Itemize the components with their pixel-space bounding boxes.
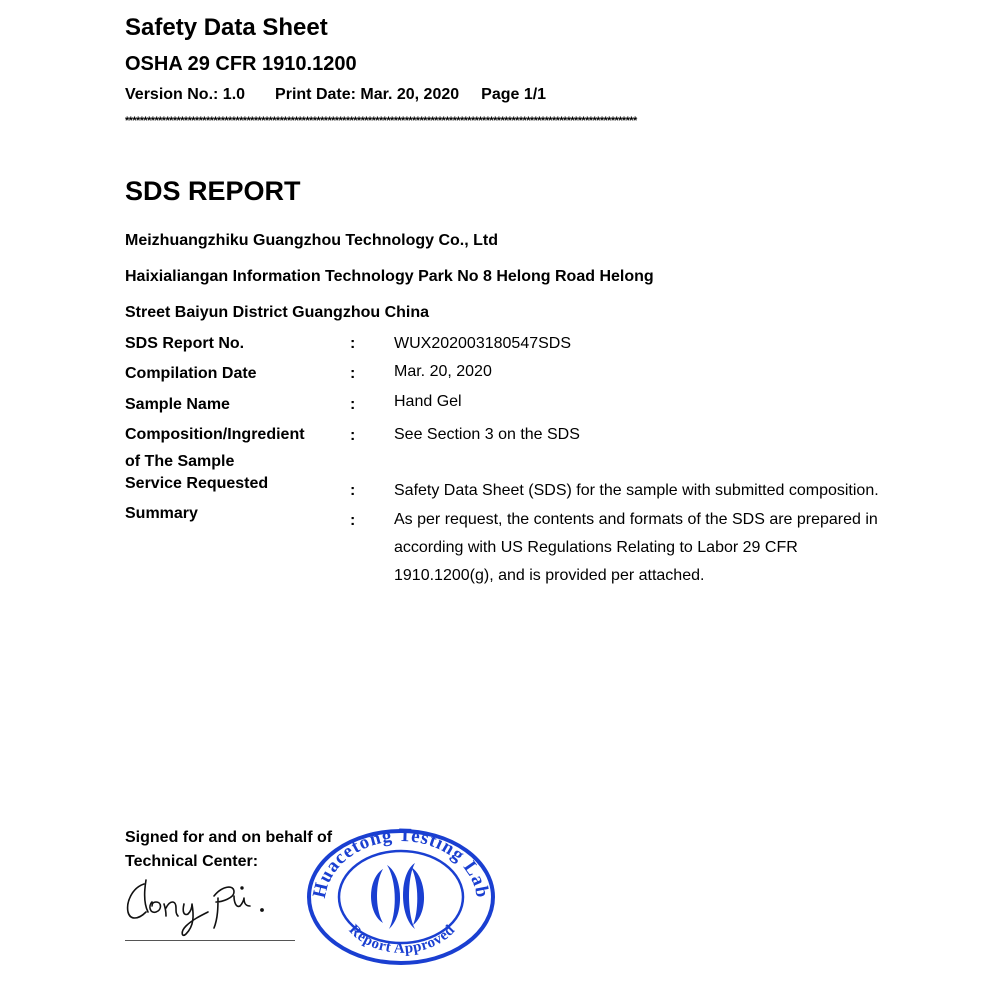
asterisk-divider: *******************************************************************************************************************************************: [125, 115, 637, 127]
svg-text:Report Approved: [346, 922, 459, 957]
field-label-summary: Summary: [125, 505, 198, 522]
address-line-2: Street Baiyun District Guangzhou China: [125, 304, 430, 321]
address-line-1: Haixialiangan Information Technology Park No 8 Helong Road Helong: [125, 268, 654, 285]
field-label-sample-name: Sample Name: [125, 396, 230, 413]
field-colon: :: [350, 482, 356, 499]
field-value-composition: See Section 3 on the SDS: [394, 426, 580, 443]
lab-approval-stamp: [303, 817, 498, 967]
summary-line-2: according with US Regulations Relating to Labor 29 CFR: [394, 539, 798, 556]
field-value-report-no: WUX202003180547SDS: [394, 335, 572, 352]
field-colon: :: [350, 335, 356, 352]
field-colon: :: [350, 396, 356, 413]
handwritten-signature: [122, 862, 302, 942]
field-value-compilation-date: Mar. 20, 2020: [394, 363, 492, 380]
report-title: SDS REPORT: [125, 176, 301, 206]
svg-text:Huacetong Testing Lab: [309, 825, 493, 900]
field-label-service-requested: Service Requested: [125, 475, 269, 492]
field-label-composition-line-1: Composition/Ingredient: [125, 426, 305, 443]
signature-line: [125, 940, 295, 941]
summary-line-3: 1910.1200(g), and is provided per attached.: [394, 567, 705, 584]
document-title: Safety Data Sheet: [125, 14, 328, 41]
field-label-composition-line-2: of The Sample: [125, 453, 235, 470]
company-name: Meizhuangzhiku Guangzhou Technology Co., Ltd: [125, 232, 499, 249]
signed-label-line-2: Technical Center:: [125, 853, 259, 870]
field-colon: :: [350, 365, 356, 382]
page-number: Page 1/1: [481, 86, 547, 103]
field-value-service-requested: Safety Data Sheet (SDS) for the sample with submitted composition.: [394, 482, 879, 499]
meta-line: [125, 86, 546, 104]
signed-label-line-1: Signed for and on behalf of: [125, 829, 333, 846]
field-colon: :: [350, 427, 356, 444]
stamp-bottom-text: Report Approved: [345, 921, 459, 957]
stamp-top-text: Huacetong Testing Lab: [308, 824, 493, 901]
field-value-sample-name: Hand Gel: [394, 393, 462, 410]
field-colon: :: [350, 512, 356, 529]
field-label-report-no: SDS Report No.: [125, 335, 245, 352]
field-label-composition: [125, 424, 305, 473]
document-subtitle: OSHA 29 CFR 1910.1200: [125, 53, 357, 75]
summary-line-1: As per request, the contents and formats of the SDS are prepared in: [394, 511, 878, 528]
field-value-summary: [394, 506, 878, 590]
print-date: Print Date: Mar. 20, 2020: [275, 86, 460, 103]
field-label-compilation-date: Compilation Date: [125, 365, 257, 382]
version-number: Version No.: 1.0: [125, 86, 246, 103]
